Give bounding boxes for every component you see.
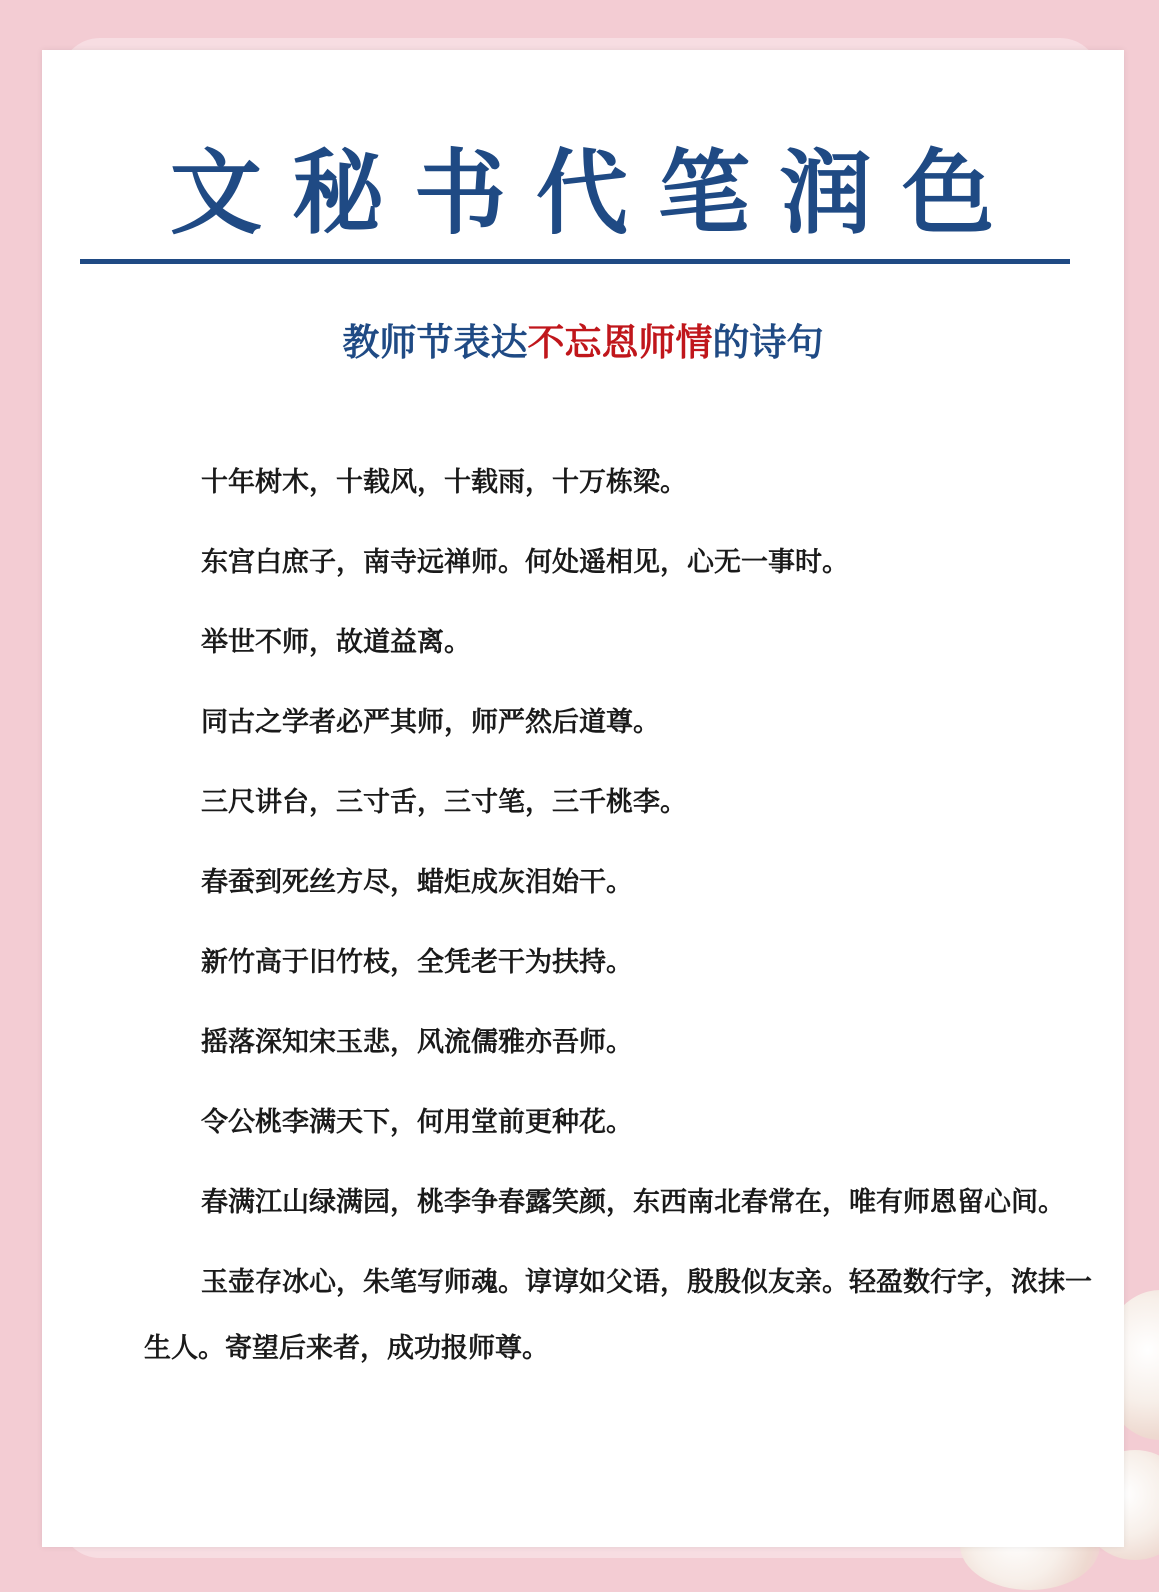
poem-list bbox=[144, 450, 1104, 1396]
poem-line: 十年树木，十载风，十载雨，十万栋梁。 bbox=[201, 467, 687, 498]
subtitle-highlight: 不忘恩师情 bbox=[527, 321, 713, 364]
poem-line: 举世不师，故道益离。 bbox=[201, 627, 471, 658]
poem-line: 春满江山绿满园，桃李争春露笑颜，东西南北春常在，唯有师恩留心间。 bbox=[201, 1187, 1065, 1218]
poem-line: 新竹高于旧竹枝，全凭老干为扶持。 bbox=[201, 947, 633, 978]
paper-sheet bbox=[42, 50, 1124, 1547]
poem-line: 令公桃李满天下，何用堂前更种花。 bbox=[201, 1107, 633, 1138]
subtitle-suffix: 的诗句 bbox=[712, 321, 824, 364]
poem-line: 春蚕到死丝方尽，蜡炬成灰泪始干。 bbox=[201, 867, 633, 898]
poem-line: 玉壶存冰心，朱笔写师魂。谆谆如父语，殷殷似友亲。轻盈数行字，浓抹一生人。寄望后来者，成功报师尊。 bbox=[144, 1267, 1092, 1364]
poem-line: 摇落深知宋玉悲，风流儒雅亦吾师。 bbox=[201, 1027, 633, 1058]
subtitle-prefix: 教师节表达 bbox=[342, 321, 528, 364]
poem-line: 三尺讲台，三寸舌，三寸笔，三千桃李。 bbox=[201, 787, 687, 818]
poem-line: 东宫白庶子，南寺远禅师。何处遥相见，心无一事时。 bbox=[201, 547, 849, 578]
subtitle bbox=[42, 318, 1124, 368]
main-title: 文秘书代笔润色 bbox=[169, 139, 1024, 247]
poem-line: 同古之学者必严其师，师严然后道尊。 bbox=[201, 707, 660, 738]
title-divider bbox=[80, 259, 1070, 264]
